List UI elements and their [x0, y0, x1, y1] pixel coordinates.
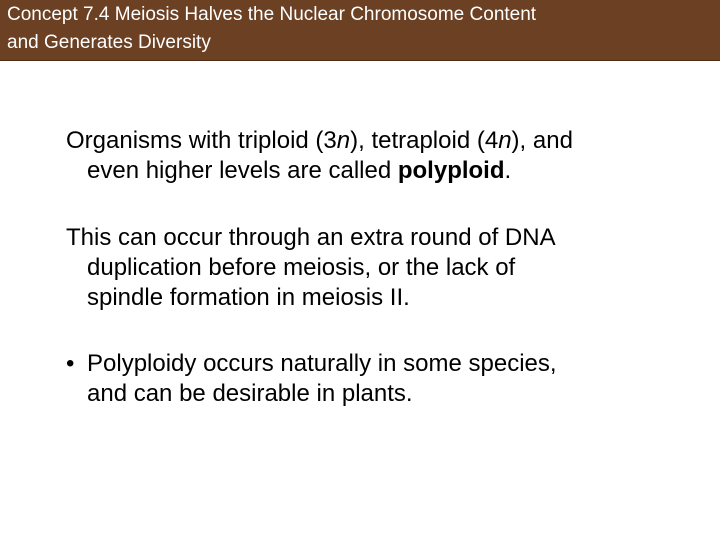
text-run: ), tetraploid (4 — [350, 127, 499, 154]
text-run: Organisms with triploid (3 — [66, 127, 337, 154]
slide-title-line-1: Concept 7.4 Meiosis Halves the Nuclear Chromosome Content — [7, 4, 537, 25]
paragraph-2-line-3: spindle formation in meiosis II. — [87, 284, 410, 311]
italic-n: n — [498, 127, 512, 154]
paragraph-1-line-2 — [66, 156, 573, 186]
bullet-line-1 — [66, 349, 557, 379]
text-run: Polyploidy occurs naturally in some species, — [87, 350, 557, 377]
paragraph-2-line-1: This can occur through an extra round of DNA — [66, 224, 556, 251]
slide-title-line-2: and Generates Diversity — [7, 32, 211, 53]
bullet-polyploidy-occurrence — [66, 349, 557, 409]
paragraph-polyploid-definition — [66, 126, 573, 186]
bullet-line-2: and can be desirable in plants. — [87, 380, 413, 407]
italic-n: n — [336, 127, 351, 154]
text-run: . — [504, 157, 512, 184]
text-run: even higher levels are called — [87, 157, 398, 184]
bold-term-polyploid: polyploid — [397, 157, 505, 184]
paragraph-1-line-1 — [66, 126, 573, 156]
text-run: ), and — [511, 127, 573, 154]
paragraph-2-line-2: duplication before meiosis, or the lack of — [87, 254, 516, 281]
bullet-icon: • — [66, 350, 75, 377]
slide-title-bar — [0, 0, 720, 61]
paragraph-polyploid-causes — [66, 223, 556, 313]
